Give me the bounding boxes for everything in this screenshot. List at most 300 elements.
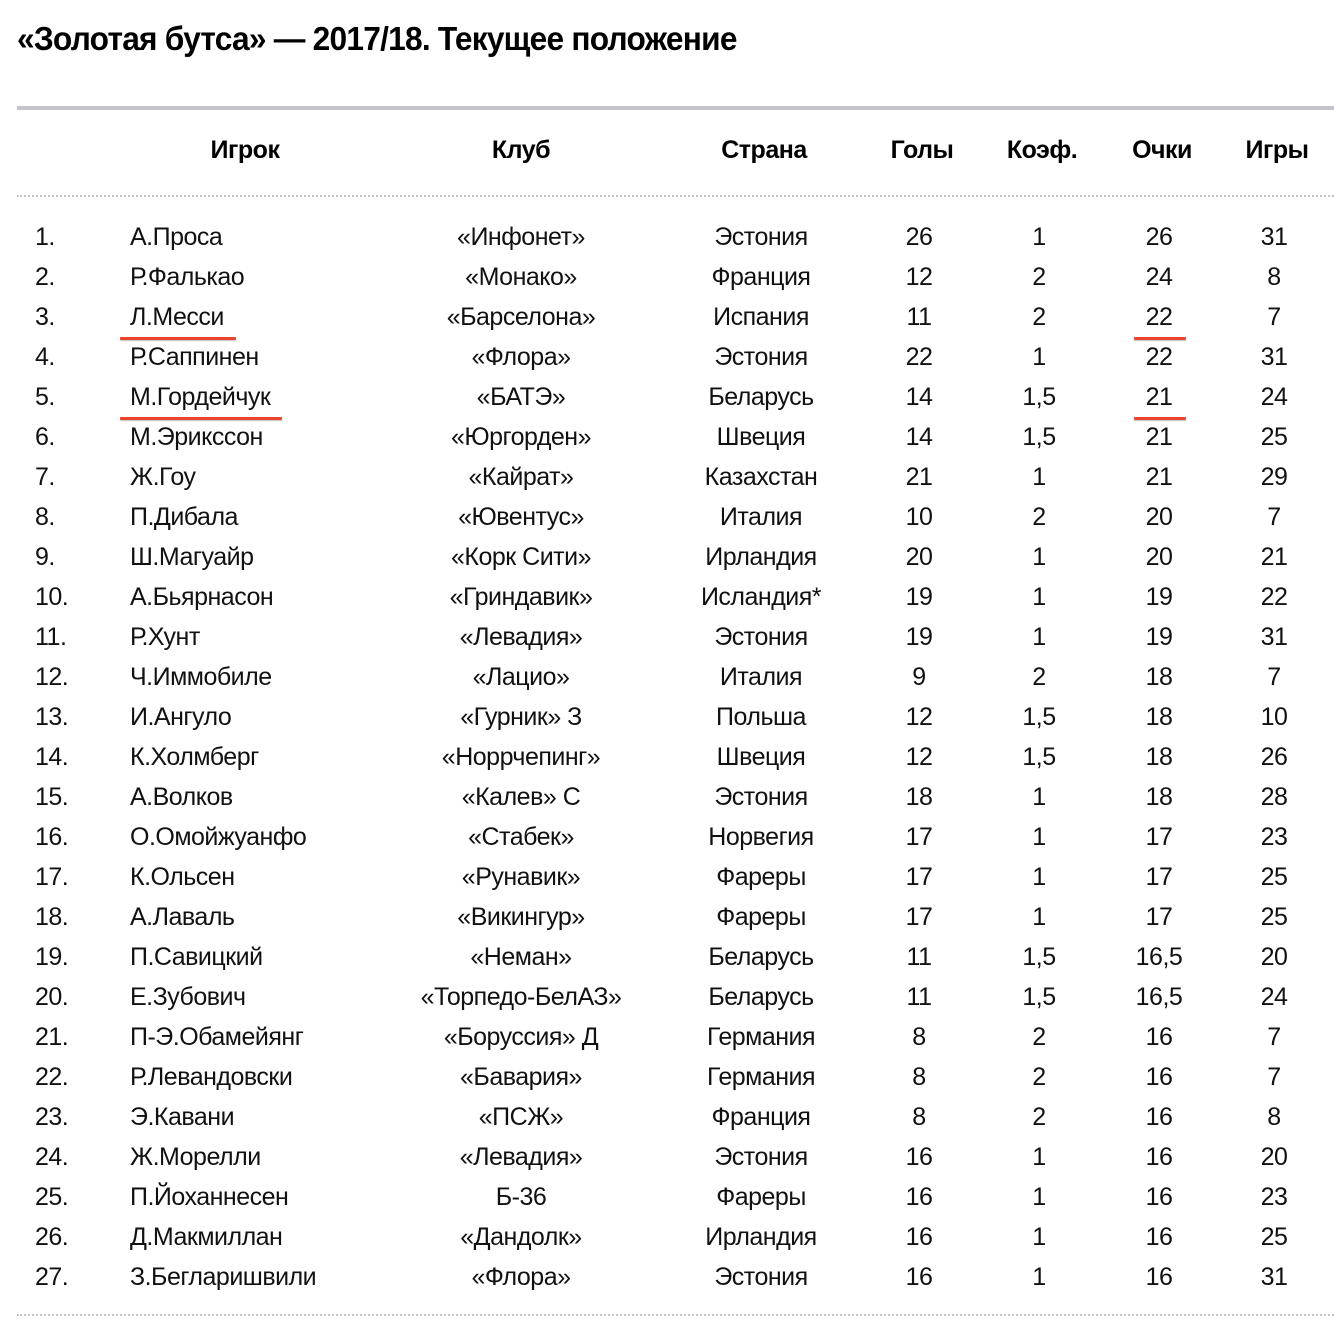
table-row [17,1017,1334,1057]
coef-cell-text: 1 [1032,343,1046,371]
games-cell [1224,1217,1324,1257]
points-cell-text: 16 [1145,1223,1173,1251]
rank-cell [35,617,95,657]
player-cell-text: Ш.Магуайр [130,543,254,571]
coef-cell [989,457,1089,497]
table-row [17,1217,1334,1257]
table-row [17,1057,1334,1097]
country-cell-text: Ирландия [705,543,817,571]
player-cell-text: И.Ангуло [130,703,232,731]
points-cell [1109,977,1209,1017]
games-cell [1224,1097,1324,1137]
coef-cell [989,737,1089,777]
rank-cell-text: 4. [35,343,55,371]
points-cell-text: 16,5 [1135,943,1183,971]
coef-cell-text: 1 [1032,623,1046,651]
player-cell-text: А.Лаваль [130,903,235,931]
rank-cell [35,657,95,697]
club-cell-text: «Корк Сити» [451,543,591,571]
goals-cell-text: 18 [905,783,933,811]
coef-cell-text: 1 [1032,1263,1046,1291]
player-cell-text: К.Холмберг [130,743,259,771]
games-cell-text: 23 [1260,1183,1288,1211]
games-cell-text: 24 [1260,383,1288,411]
coef-cell-text: 1 [1032,863,1046,891]
points-cell-text: 24 [1145,263,1173,291]
rank-cell [35,777,95,817]
player-cell-text: А.Проса [130,223,223,251]
points-cell [1109,337,1209,377]
rank-cell [35,497,95,537]
rank-cell [35,1217,95,1257]
coef-cell [989,417,1089,457]
highlighted-points: 22 [1146,297,1173,337]
player-cell-text: Р.Хунт [130,623,200,651]
goals-cell [869,1217,969,1257]
club-cell-text: «Кайрат» [468,463,574,491]
goals-cell [869,937,969,977]
games-cell-text: 31 [1260,343,1288,371]
coef-cell [989,977,1089,1017]
country-cell-text: Фареры [716,903,806,931]
goals-cell [869,457,969,497]
club-cell-text: «Барселона» [446,303,596,331]
points-cell [1109,1017,1209,1057]
games-cell [1224,217,1324,257]
club-cell-text: «Боруссия» Д [443,1023,599,1051]
country-cell [611,1177,911,1217]
table-row [17,1177,1334,1217]
points-cell-text: 19 [1145,623,1173,651]
top-divider [17,106,1334,110]
coef-cell [989,1057,1089,1097]
country-cell [611,817,911,857]
coef-cell-text: 1,5 [1022,703,1056,731]
goals-cell [869,537,969,577]
coef-cell-text: 2 [1032,1103,1046,1131]
country-cell [611,1137,911,1177]
rank-cell-text: 24. [35,1143,69,1171]
games-cell-text: 22 [1260,583,1288,611]
player-cell-text: Э.Кавани [130,1103,235,1131]
points-cell [1109,1257,1209,1297]
table-header-row [17,130,1334,170]
rank-cell-text: 14. [35,743,69,771]
goals-cell-text: 8 [912,1103,926,1131]
coef-cell-text: 1 [1032,903,1046,931]
coef-cell [989,257,1089,297]
points-cell-text: 18 [1145,703,1173,731]
games-cell-text: 7 [1267,663,1281,691]
country-cell [611,657,911,697]
coef-cell [989,377,1089,417]
country-cell-text: Италия [719,663,803,691]
country-cell [611,777,911,817]
games-cell [1224,1017,1324,1057]
rank-cell [35,697,95,737]
games-cell [1224,537,1324,577]
points-cell-text: 18 [1145,663,1173,691]
coef-cell-text: 1,5 [1022,383,1056,411]
points-cell-text: 17 [1145,823,1173,851]
table-row [17,497,1334,537]
country-cell-text: Италия [719,503,803,531]
page-title: «Золотая бутса» — 2017/18. Текущее положение [17,20,737,57]
goals-cell-text: 26 [905,223,933,251]
goals-cell-text: 16 [905,1143,933,1171]
coef-cell [989,657,1089,697]
games-cell-text: 25 [1260,1223,1288,1251]
goals-cell-text: 14 [905,383,933,411]
table-row [17,1137,1334,1177]
goals-cell [869,1137,969,1177]
country-cell-text: Швеция [716,743,806,771]
player-cell-text: П.Йоханнесен [130,1183,289,1211]
rank-cell-text: 1. [35,223,55,251]
club-cell-text: «ПСЖ» [478,1103,564,1131]
rank-cell-text: 23. [35,1103,69,1131]
games-cell [1224,897,1324,937]
points-cell-text: 16 [1145,1183,1173,1211]
highlighted-player: М.Гордейчук [130,377,270,417]
coef-cell [989,1217,1089,1257]
rank-cell-text: 22. [35,1063,69,1091]
points-cell [1109,297,1209,337]
coef-cell [989,937,1089,977]
country-cell [611,857,911,897]
games-cell-text: 25 [1260,863,1288,891]
points-cell-text: 16 [1145,1263,1173,1291]
games-cell-text: 24 [1260,983,1288,1011]
coef-cell-text: 2 [1032,303,1046,331]
rank-cell-text: 5. [35,383,55,411]
country-cell [611,937,911,977]
country-cell [611,1057,911,1097]
country-cell-text: Эстония [714,223,808,251]
points-cell [1109,537,1209,577]
country-cell [611,497,911,537]
table-row [17,457,1334,497]
rank-cell [35,1177,95,1217]
goals-cell [869,1177,969,1217]
goals-cell-text: 8 [912,1023,926,1051]
rank-cell [35,1137,95,1177]
table-row [17,1097,1334,1137]
points-cell [1109,217,1209,257]
rank-cell-text: 11. [35,623,67,651]
points-cell [1109,777,1209,817]
country-cell [611,377,911,417]
coef-cell [989,337,1089,377]
goals-cell-text: 10 [905,503,933,531]
rank-cell-text: 6. [35,423,55,451]
coef-cell [989,497,1089,537]
points-cell-text: 20 [1145,503,1173,531]
points-cell [1109,697,1209,737]
points-cell-text: 16,5 [1135,983,1183,1011]
coef-cell [989,1017,1089,1057]
rank-cell [35,297,95,337]
games-cell-text: 31 [1260,1263,1288,1291]
games-cell [1224,457,1324,497]
country-cell-text: Эстония [714,1263,808,1291]
header-country: Страна [721,136,807,164]
games-cell [1224,1057,1324,1097]
goals-cell-text: 11 [906,303,932,331]
club-cell-text: «Калев» С [461,783,581,811]
goals-cell [869,1057,969,1097]
games-cell [1224,857,1324,897]
country-cell-text: Швеция [716,423,806,451]
goals-cell [869,417,969,457]
coef-cell-text: 1,5 [1022,423,1056,451]
player-cell-text: Ч.Иммобиле [130,663,272,691]
club-cell-text: «Инфонет» [457,223,585,251]
coef-cell [989,697,1089,737]
table-row [17,657,1334,697]
goals-cell [869,297,969,337]
country-cell-text: Ирландия [705,1223,817,1251]
points-cell [1109,257,1209,297]
club-cell-text: «Неман» [470,943,572,971]
goals-cell-text: 17 [905,863,933,891]
games-cell-text: 29 [1260,463,1288,491]
table-row [17,537,1334,577]
points-cell [1109,657,1209,697]
header-rank [35,130,95,170]
games-cell-text: 10 [1260,703,1288,731]
points-cell-text: 26 [1145,223,1173,251]
player-cell-text: П.Савицкий [130,943,263,971]
rank-cell [35,897,95,937]
games-cell [1224,1257,1324,1297]
coef-cell-text: 1,5 [1022,943,1056,971]
club-cell-text: «Гурник» З [460,703,582,731]
header-club: Клуб [491,136,551,164]
games-cell-text: 28 [1260,783,1288,811]
points-cell-text: 16 [1145,1023,1173,1051]
rank-cell-text: 9. [35,543,55,571]
coef-cell-text: 2 [1032,503,1046,531]
goals-cell [869,337,969,377]
coef-cell [989,1137,1089,1177]
goals-cell [869,377,969,417]
country-cell-text: Эстония [714,783,808,811]
club-cell-text: «Стабек» [468,823,574,851]
player-cell-text: А.Бьярнасон [130,583,274,611]
games-cell-text: 7 [1267,1063,1281,1091]
points-cell [1109,617,1209,657]
goals-cell-text: 22 [905,343,933,371]
rank-cell [35,457,95,497]
games-cell [1224,657,1324,697]
games-cell-text: 31 [1260,223,1288,251]
goals-cell-text: 12 [905,263,933,291]
games-cell [1224,297,1324,337]
country-cell-text: Польша [716,703,806,731]
club-cell-text: «Норрчепинг» [441,743,601,771]
games-cell [1224,777,1324,817]
highlighted-player: Л.Месси [130,297,224,337]
rank-cell [35,737,95,777]
goals-cell [869,817,969,857]
club-cell-text: «Викингур» [457,903,585,931]
country-cell [611,257,911,297]
points-cell [1109,737,1209,777]
player-cell-text: А.Волков [130,783,233,811]
points-cell-text: 22 [1145,343,1173,371]
rank-cell [35,537,95,577]
rank-cell-text: 26. [35,1223,69,1251]
coef-cell [989,1097,1089,1137]
rank-cell [35,817,95,857]
games-cell-text: 7 [1267,503,1281,531]
games-cell-text: 31 [1260,623,1288,651]
coef-cell-text: 1 [1032,823,1046,851]
country-cell [611,1097,911,1137]
header-goals: Голы [890,136,954,164]
points-cell [1109,377,1209,417]
coef-cell-text: 1 [1032,223,1046,251]
country-cell [611,697,911,737]
table-row [17,937,1334,977]
rank-cell [35,417,95,457]
country-cell-text: Германия [706,1063,816,1091]
player-cell-text: К.Ольсен [130,863,235,891]
player-cell-text: Р.Саппинен [130,343,259,371]
coef-cell-text: 1 [1032,1183,1046,1211]
country-cell-text: Исландия* [700,583,822,611]
club-cell-text: «Дандолк» [460,1223,582,1251]
goals-cell-text: 8 [912,1063,926,1091]
country-cell-text: Эстония [714,1143,808,1171]
rank-cell [35,1017,95,1057]
country-cell-text: Франция [711,263,811,291]
goals-cell [869,777,969,817]
player-cell-text: Е.Зубович [130,983,246,1011]
country-cell [611,577,911,617]
goals-cell-text: 12 [905,743,933,771]
goals-cell [869,1017,969,1057]
goals-cell [869,617,969,657]
rank-cell-text: 13. [35,703,69,731]
header-divider [17,195,1334,197]
games-cell [1224,257,1324,297]
rank-cell-text: 10. [35,583,69,611]
player-cell-text: Ж.Гоу [130,463,196,491]
goals-cell [869,1257,969,1297]
goals-cell-text: 16 [905,1183,933,1211]
points-cell [1109,1097,1209,1137]
rank-cell-text: 16. [35,823,69,851]
games-cell-text: 23 [1260,823,1288,851]
country-cell [611,1217,911,1257]
points-cell-text: 16 [1145,1103,1173,1131]
points-cell-text: 20 [1145,543,1173,571]
games-cell-text: 26 [1260,743,1288,771]
country-cell-text: Испания [713,303,809,331]
goals-cell-text: 17 [905,903,933,931]
coef-cell-text: 1 [1032,543,1046,571]
country-cell [611,217,911,257]
games-cell-text: 25 [1260,423,1288,451]
games-cell [1224,817,1324,857]
games-cell [1224,1177,1324,1217]
rank-cell-text: 18. [35,903,69,931]
points-cell [1109,577,1209,617]
coef-cell [989,537,1089,577]
games-cell-text: 7 [1267,303,1281,331]
rank-cell-text: 7. [35,463,55,491]
country-cell [611,737,911,777]
player-cell-text: П-Э.Обамейянг [130,1023,304,1051]
points-cell [1109,497,1209,537]
games-cell-text: 20 [1260,1143,1288,1171]
country-cell [611,1257,911,1297]
goals-cell [869,697,969,737]
rank-cell-text: 19. [35,943,69,971]
country-cell-text: Германия [706,1023,816,1051]
games-cell [1224,937,1324,977]
coef-cell [989,1257,1089,1297]
club-cell-text: «Флора» [471,343,571,371]
points-cell-text: 21 [1145,423,1173,451]
points-cell [1109,1057,1209,1097]
country-cell [611,897,911,937]
country-cell-text: Фареры [716,1183,806,1211]
rank-cell-text: 20. [35,983,69,1011]
table-row [17,257,1334,297]
rank-cell [35,1257,95,1297]
rank-cell [35,377,95,417]
country-cell [611,417,911,457]
goals-cell [869,977,969,1017]
goals-cell-text: 17 [905,823,933,851]
games-cell [1224,1137,1324,1177]
games-cell-text: 25 [1260,903,1288,931]
goals-cell [869,217,969,257]
rank-cell [35,1057,95,1097]
points-cell-text: 18 [1145,783,1173,811]
points-cell-text: 16 [1145,1143,1173,1171]
coef-cell [989,617,1089,657]
table-row [17,217,1334,257]
table-row [17,817,1334,857]
games-cell [1224,497,1324,537]
country-cell-text: Эстония [714,343,808,371]
games-cell [1224,977,1324,1017]
goals-cell-text: 9 [912,663,926,691]
rank-cell-text: 15. [35,783,69,811]
points-cell-text: 17 [1145,863,1173,891]
goals-cell [869,737,969,777]
coef-cell-text: 1,5 [1022,983,1056,1011]
country-cell [611,337,911,377]
points-cell [1109,1177,1209,1217]
goals-cell [869,897,969,937]
club-cell-text: «Флора» [471,1263,571,1291]
highlighted-points: 21 [1146,377,1173,417]
table-row [17,1257,1334,1297]
rank-cell-text: 27. [35,1263,69,1291]
country-cell-text: Франция [711,1103,811,1131]
coef-cell [989,297,1089,337]
goals-cell [869,1097,969,1137]
coef-cell-text: 1 [1032,1143,1046,1171]
country-cell [611,1017,911,1057]
club-cell-text: «Монако» [465,263,577,291]
header-player: Игрок [210,136,280,164]
